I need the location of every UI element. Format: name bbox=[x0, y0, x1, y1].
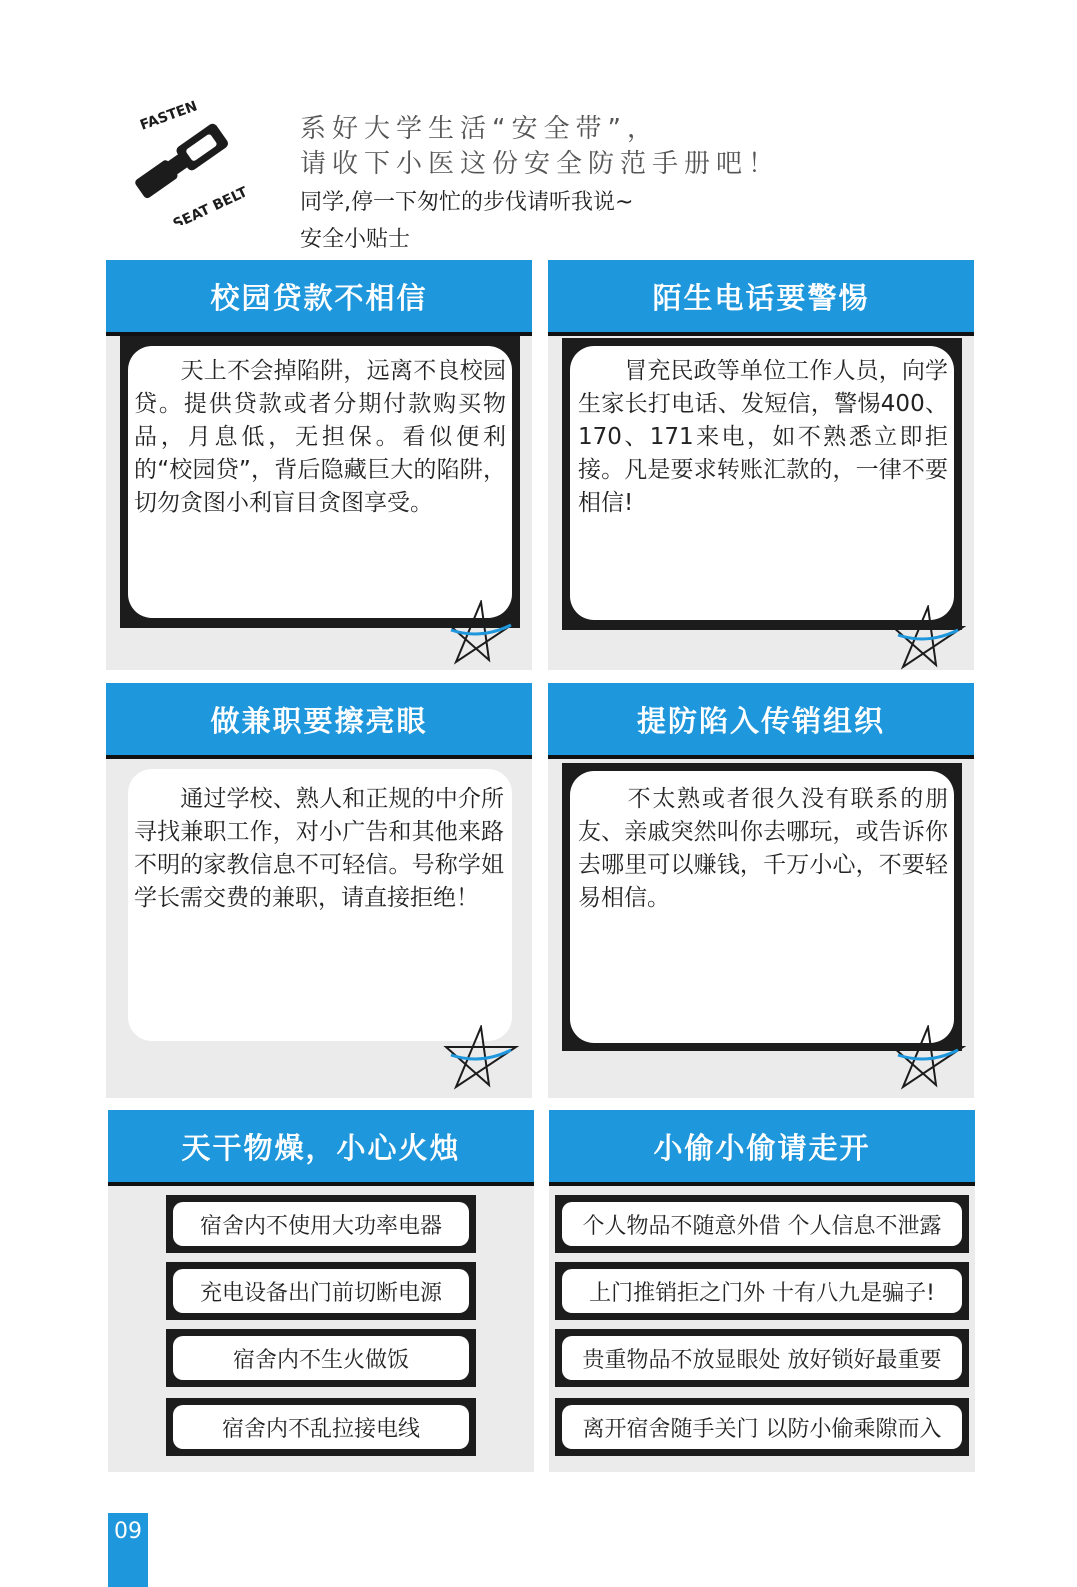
intro-line-3: 同学,停一下匆忙的步伐请听我说~ bbox=[300, 190, 634, 215]
panel-phone-scam bbox=[548, 260, 974, 670]
list-item: 贵重物品不放显眼处 放好锁好最重要 bbox=[555, 1329, 969, 1387]
seat-belt-logo bbox=[120, 95, 245, 225]
panel-campus-loan bbox=[106, 260, 532, 670]
panel-theft-prevention bbox=[549, 1110, 975, 1472]
list-item: 离开宿舍随手关门 以防小偷乘隙而入 bbox=[555, 1398, 969, 1456]
section-title: 小偷小偷请走开 bbox=[549, 1110, 975, 1186]
logo-bottom-text: SEAT BELT bbox=[170, 184, 245, 225]
section-text: 冒充民政等单位工作人员，向学生家长打电话、发短信，警惕400、170、171来电，如不熟悉立即拒接。凡是要求转账汇款的，一律不要相信! bbox=[578, 358, 948, 516]
section-title: 校园贷款不相信 bbox=[106, 260, 532, 336]
star-doodle-icon bbox=[441, 600, 521, 670]
intro-line-2: 请收下小医这份安全防范手册吧！ bbox=[300, 149, 781, 179]
list-item: 宿舍内不使用大功率电器 bbox=[166, 1195, 476, 1253]
star-doodle-icon bbox=[441, 1025, 521, 1095]
section-text: 天上不会掉陷阱，远离不良校园贷。提供贷款或者分期付款购买物品，月息低，无担保。看似便利的“校园贷”，背后隐藏巨大的陷阱，切勿贪图小利盲目贪图享受。 bbox=[134, 358, 506, 516]
section-title: 提防陷入传销组织 bbox=[548, 683, 974, 759]
panel-fire-safety bbox=[108, 1110, 534, 1472]
star-doodle-icon bbox=[888, 605, 968, 675]
list-item: 个人物品不随意外借 个人信息不泄露 bbox=[555, 1195, 969, 1253]
list-item: 宿舍内不生火做饭 bbox=[166, 1329, 476, 1387]
list-item: 上门推销拒之门外 十有八九是骗子! bbox=[555, 1262, 969, 1320]
section-text: 不太熟或者很久没有联系的朋友、亲戚突然叫你去哪玩，或告诉你去哪里可以赚钱，千万小心，不要轻易相信。 bbox=[578, 786, 948, 911]
section-title: 天干物燥，小心火烛 bbox=[108, 1110, 534, 1186]
section-title: 做兼职要擦亮眼 bbox=[106, 683, 532, 759]
intro-line-4: 安全小贴士 bbox=[300, 227, 411, 252]
list-item: 宿舍内不乱拉接电线 bbox=[166, 1398, 476, 1456]
section-text: 通过学校、熟人和正规的中介所寻找兼职工作，对小广告和其他来路不明的家教信息不可轻信。号称学姐学长需交费的兼职，请直接拒绝！ bbox=[134, 786, 504, 911]
page-number: 09 bbox=[108, 1513, 148, 1587]
intro-line-1: 系好大学生活“安全带”， bbox=[300, 114, 659, 144]
star-doodle-icon bbox=[888, 1025, 968, 1095]
panel-part-time-job bbox=[106, 683, 532, 1098]
list-item: 充电设备出门前切断电源 bbox=[166, 1262, 476, 1320]
section-title: 陌生电话要警惕 bbox=[548, 260, 974, 336]
logo-top-text: FASTEN bbox=[137, 98, 200, 134]
panel-pyramid-scheme bbox=[548, 683, 974, 1098]
